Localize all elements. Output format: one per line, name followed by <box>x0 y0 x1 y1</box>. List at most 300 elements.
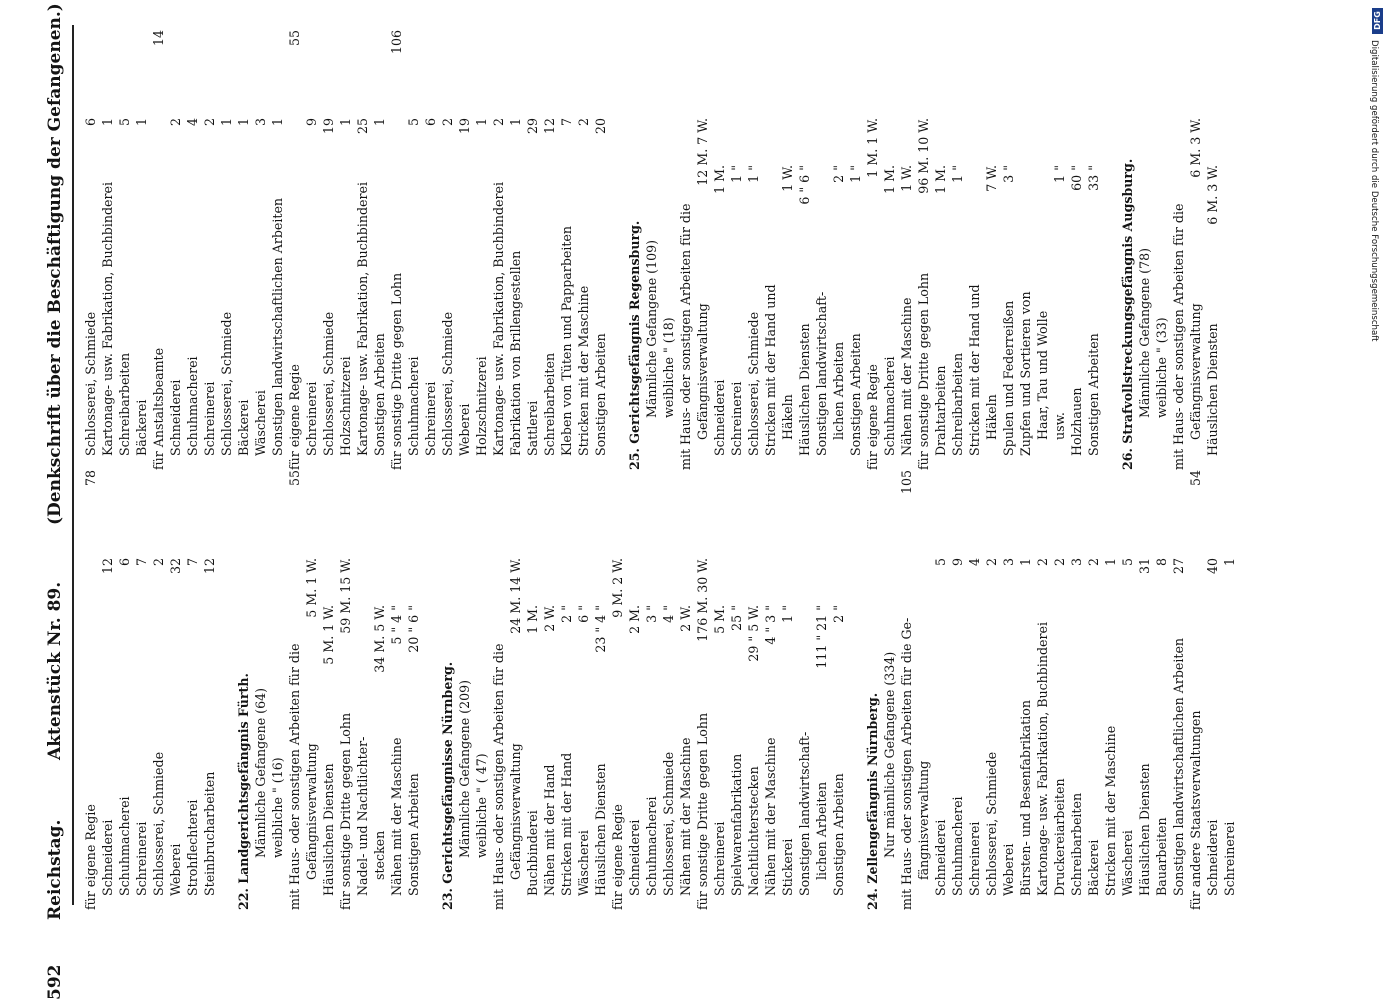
entry-label: Schneiderei <box>627 819 642 896</box>
table-row <box>252 470 269 910</box>
entry-value: 2 " <box>831 165 846 183</box>
entry-label: Schreibarbeiten <box>1069 792 1084 896</box>
entry-value: 19 <box>321 118 336 135</box>
table-row <box>201 470 218 910</box>
entry-label: Stricken mit der Hand und <box>763 284 778 456</box>
entry-value: 60 " <box>1069 165 1084 191</box>
entry-value: 19 <box>457 118 472 135</box>
table-row <box>1000 30 1017 470</box>
table-row <box>439 470 456 910</box>
entry-label: Sonstigen Arbeiten <box>593 333 608 456</box>
entry-label: Sonstigen landwirtschaftlichen Arbeiten <box>1171 637 1186 896</box>
table-row <box>1034 30 1051 470</box>
entry-value: 1 M. <box>933 165 948 194</box>
entry-label: Sonstigen Arbeiten <box>1086 333 1101 456</box>
entry-value: 5 M. <box>712 605 727 634</box>
entry-label: Schneiderei <box>168 379 183 456</box>
table-row <box>473 470 490 910</box>
table-row <box>830 30 847 470</box>
table-row <box>303 470 320 910</box>
table-row <box>201 30 218 470</box>
entry-label: 24. Zellengefängnis Nürnberg. <box>865 692 880 910</box>
entry-label: mit Haus- oder sonstigen Arbeiten für die Ge- <box>899 617 914 910</box>
entry-value: 1 W. <box>899 165 914 192</box>
entry-label: 26. Strafvollstreckungsgefängnis Augsburg. <box>1120 158 1135 470</box>
table-row <box>235 470 252 910</box>
table-row <box>694 30 711 470</box>
table-row <box>422 470 439 910</box>
entry-label: für sonstige Dritte gegen Lohn <box>916 272 931 470</box>
entry-label: Schneiderei <box>933 819 948 896</box>
entry-value: 55 <box>287 470 302 487</box>
entry-value: 3 " <box>1001 165 1016 183</box>
table-row <box>150 30 167 470</box>
entry-label: Schneiderei <box>1205 819 1220 896</box>
table-row <box>167 30 184 470</box>
entry-label: Fabrikation von Brillengestellen <box>508 250 523 456</box>
entry-value: 7 <box>185 558 200 567</box>
entry-label: Nähen mit der Maschine <box>678 737 693 896</box>
entry-label: Bürsten- und Besenfabrikation <box>1018 700 1033 896</box>
entry-value: 2 " <box>831 605 846 623</box>
table-row <box>779 30 796 470</box>
table-row <box>1204 470 1221 910</box>
table-row <box>881 470 898 910</box>
entry-value: 6 <box>423 118 438 127</box>
table-row <box>99 30 116 470</box>
entry-label: Schreinerei <box>202 381 217 456</box>
entry-label: Schlosserei, Schmiede <box>83 311 98 456</box>
entry-label: für eigene Regie <box>83 804 98 910</box>
entry-label: für eigene Regie <box>865 364 880 470</box>
entry-value: 1 <box>474 118 489 127</box>
table-row <box>1119 470 1136 910</box>
entry-value: 9 M. 2 W. <box>610 558 625 618</box>
entry-label: Schuhmacherei <box>950 796 965 896</box>
entry-label: fängnisverwaltung <box>916 760 931 880</box>
entry-label: Bäckerei <box>134 399 149 456</box>
entry-label: Nähen mit der Maschine <box>389 737 404 896</box>
table-row <box>609 470 626 910</box>
entry-label: Schlosserei, Schmiede <box>321 311 336 456</box>
entry-label: für eigene Regie <box>287 364 302 470</box>
entry-value: 2 <box>1086 558 1101 567</box>
table-row <box>830 470 847 910</box>
entry-label: lichen Arbeiten <box>831 341 846 440</box>
entry-label: Spulen und Federreißen <box>1001 300 1016 456</box>
table-row <box>439 30 456 470</box>
entry-label: Stricken mit der Hand und <box>967 284 982 456</box>
entry-value: 20 <box>593 118 608 135</box>
entry-value: 111 " 21 " <box>814 605 829 669</box>
entry-value: 27 <box>1171 558 1186 575</box>
entry-label: Gefängnisverwaltung <box>508 743 523 880</box>
table-row <box>711 470 728 910</box>
table-row <box>235 30 252 470</box>
table-row <box>99 470 116 910</box>
table-row <box>966 30 983 470</box>
table-row <box>864 470 881 910</box>
entry-value: 2 <box>984 558 999 567</box>
entry-value: 29 " 5 W. <box>746 605 761 662</box>
table-row <box>1034 470 1051 910</box>
entry-label: Schreibarbeiten <box>117 352 132 456</box>
entry-label: Schuhmacherei <box>406 356 421 456</box>
table-row <box>558 470 575 910</box>
entry-value: 3 <box>253 118 268 127</box>
entry-value: 6 M. 3 W. <box>1188 118 1203 178</box>
entry-label: weibliche " (33) <box>1154 317 1169 418</box>
entry-label: Häkeln <box>984 394 999 440</box>
entry-value: 31 <box>1137 558 1152 575</box>
entry-label: Drahtarbeiten <box>933 365 948 456</box>
entry-label: für Anstaltsbeamte <box>151 347 166 470</box>
entry-value: 6 " 6 " <box>797 165 812 205</box>
entry-value: 105 <box>899 470 914 495</box>
table-row <box>269 30 286 470</box>
table-row <box>949 30 966 470</box>
entry-value: 1 " <box>746 165 761 183</box>
entry-label: 22. Landgerichtsgefängnis Fürth. <box>236 673 251 910</box>
table-row <box>422 30 439 470</box>
entry-value: 1 <box>372 118 387 127</box>
entry-label: mit Haus- oder sonstigen Arbeiten für die <box>491 643 506 910</box>
entry-value: 4 " 3 " <box>763 605 778 645</box>
entry-value: 3 <box>1069 558 1084 567</box>
entry-value: 5 <box>933 558 948 567</box>
table-row <box>490 30 507 470</box>
page-number: 592 <box>45 964 65 1000</box>
header-left: Reichstag. <box>45 819 65 920</box>
entry-label: Buchbinderei <box>525 810 540 896</box>
entry-label: Schuhmacherei <box>117 796 132 896</box>
page-header <box>45 0 71 1000</box>
entry-value: 1 <box>236 118 251 127</box>
left-column <box>82 470 1238 910</box>
entry-label: Kleben von Tüten und Papparbeiten <box>559 226 574 456</box>
table-row <box>881 30 898 470</box>
entry-value: 2 <box>576 118 591 127</box>
entry-label: Sonstigen landwirtschaft- <box>814 291 829 456</box>
entry-label: Schneiderei <box>712 379 727 456</box>
table-row <box>524 470 541 910</box>
entry-label: Gefängnisverwaltung <box>695 303 710 440</box>
entry-value: 3 " <box>644 605 659 623</box>
entry-label: Sonstigen Arbeiten <box>831 773 846 896</box>
table-row <box>847 470 864 910</box>
entry-label: lichen Arbeiten <box>814 781 829 880</box>
table-row <box>1051 470 1068 910</box>
entry-label: Sonstigen landwirtschaftlichen Arbeiten <box>270 197 285 456</box>
table-row <box>694 470 711 910</box>
entry-label: Wäscherei <box>1120 830 1135 896</box>
entry-label: stecken <box>372 830 387 880</box>
entry-label: für sonstige Dritte gegen Lohn <box>389 272 404 470</box>
entry-label: für sonstige Dritte gegen Lohn <box>695 712 710 910</box>
entry-value: 106 <box>389 30 404 55</box>
table-row <box>677 30 694 470</box>
entry-value: 1 M. <box>525 605 540 634</box>
table-row <box>541 470 558 910</box>
entry-value: 2 W. <box>678 605 693 632</box>
entry-label: mit Haus- oder sonstigen Arbeiten für die <box>287 643 302 910</box>
entry-value: 5 <box>406 118 421 127</box>
entry-label: Schlosserei, Schmiede <box>440 311 455 456</box>
entry-label: Häuslichen Diensten <box>1137 763 1152 896</box>
table-row <box>82 30 99 470</box>
entry-value: 1 " <box>729 165 744 183</box>
entry-label: für eigene Regie <box>610 804 625 910</box>
table-row <box>575 30 592 470</box>
entry-value: 54 <box>1188 470 1203 487</box>
table-row <box>269 470 286 910</box>
entry-value: 2 <box>440 118 455 127</box>
table-row <box>1000 470 1017 910</box>
table-row <box>371 30 388 470</box>
table-row <box>626 470 643 910</box>
entry-label: Zupfen und Sortieren von <box>1018 291 1033 456</box>
entry-label: 25. Gerichtsgefängnis Regensburg. <box>627 220 642 470</box>
entry-value: 2 <box>491 118 506 127</box>
table-row <box>1170 470 1187 910</box>
entry-value: 29 <box>525 118 540 135</box>
entry-label: Häuslichen Diensten <box>1205 323 1220 456</box>
entry-label: Sonstigen Arbeiten <box>848 333 863 456</box>
entry-label: Strohflechterei <box>185 799 200 896</box>
header-middle: Aktenstück Nr. 89. <box>45 581 65 760</box>
entry-label: Weberei <box>168 843 183 896</box>
entry-label: Männliche Gefangene (109) <box>644 239 659 418</box>
entry-value: 7 W. <box>984 165 999 192</box>
dfg-logo: DFG <box>1372 8 1383 34</box>
entry-label: Stickerei <box>780 838 795 896</box>
entry-label: Nähen mit der Maschine <box>899 297 914 456</box>
table-row <box>813 30 830 470</box>
entry-label: Weberei <box>457 403 472 456</box>
table-row <box>677 470 694 910</box>
table-row <box>762 30 779 470</box>
entry-label: Schreinerei <box>967 821 982 896</box>
entry-value: 59 M. 15 W. <box>338 558 353 634</box>
entry-value: 7 <box>559 118 574 127</box>
entry-label: Steinbrucharbeiten <box>202 771 217 896</box>
table-row <box>1068 470 1085 910</box>
entry-label: Kartonage- usw. Fabrikation, Buchbinderei <box>1035 621 1050 896</box>
entry-label: für andere Staatsverwaltungen <box>1188 710 1203 910</box>
entry-value: 78 <box>83 470 98 487</box>
entry-label: Haar, Tau und Wolle <box>1035 310 1050 440</box>
table-row <box>218 30 235 470</box>
table-row <box>728 30 745 470</box>
entry-label: Schuhmacherei <box>644 796 659 896</box>
entry-label: Schlosserei, Schmiede <box>746 311 761 456</box>
table-row <box>898 30 915 470</box>
entry-value: 34 M. 5 W. <box>372 605 387 673</box>
table-row <box>337 30 354 470</box>
table-row <box>456 470 473 910</box>
entry-label: Wäscherei <box>253 390 268 456</box>
entry-label: Kartonage- usw. Fabrikation, Buchbinderei <box>100 181 115 456</box>
entry-value: 1 " <box>848 165 863 183</box>
entry-label: Schlosserei, Schmiede <box>984 751 999 896</box>
table-row <box>915 30 932 470</box>
entry-label: Gefängnisverwaltung <box>1188 303 1203 440</box>
table-row <box>558 30 575 470</box>
entry-value: 1 <box>270 118 285 127</box>
table-row <box>932 470 949 910</box>
table-row <box>813 470 830 910</box>
table-row <box>507 470 524 910</box>
entry-label: mit Haus- oder sonstigen Arbeiten für die <box>678 203 693 470</box>
entry-label: Häuslichen Diensten <box>321 763 336 896</box>
table-row <box>133 30 150 470</box>
entry-label: Schuhmacherei <box>882 356 897 456</box>
header-right: (Denkschrift über die Beschäftigung der Gefangenen.) <box>45 3 65 525</box>
table-row <box>643 30 660 470</box>
entry-label: Weberei <box>1001 843 1016 896</box>
entry-value: 1 " <box>950 165 965 183</box>
entry-label: Männliche Gefangene (78) <box>1137 247 1152 418</box>
table-row <box>286 470 303 910</box>
table-row <box>371 470 388 910</box>
table-row <box>1221 470 1238 910</box>
entry-label: Schreinerei <box>712 821 727 896</box>
entry-value: 6 <box>83 118 98 127</box>
entry-value: 2 <box>168 118 183 127</box>
table-row <box>184 470 201 910</box>
entry-label: Bäckerei <box>1086 839 1101 896</box>
table-row <box>1017 470 1034 910</box>
entry-value: 24 M. 14 W. <box>508 558 523 634</box>
entry-value: 6 " <box>576 605 591 623</box>
entry-label: Wäscherei <box>576 830 591 896</box>
table-row <box>643 470 660 910</box>
entry-value: 2 <box>1052 558 1067 567</box>
entry-value: 14 <box>151 30 166 47</box>
right-column <box>82 30 1221 470</box>
entry-label: Schreinerei <box>729 381 744 456</box>
entry-value: 9 <box>950 558 965 567</box>
table-row <box>252 30 269 470</box>
entry-label: Häuslichen Diensten <box>593 763 608 896</box>
table-row <box>966 470 983 910</box>
table-row <box>1136 30 1153 470</box>
entry-label: weibliche " (18) <box>661 317 676 418</box>
table-row <box>1068 30 1085 470</box>
table-row <box>490 470 507 910</box>
entry-label: Häuslichen Diensten <box>797 323 812 456</box>
table-row <box>1102 30 1119 470</box>
entry-label: Druckereiarbeiten <box>1052 778 1067 896</box>
table-row <box>779 470 796 910</box>
table-row <box>82 470 99 910</box>
entry-label: Nur männliche Gefangene (334) <box>882 651 897 858</box>
funding-credit: Digitalisierung gefördert durch die Deutsche Forschungsgemeinschaft <box>1369 40 1379 342</box>
entry-value: 1 <box>100 118 115 127</box>
table-row <box>728 470 745 910</box>
table-row <box>796 470 813 910</box>
entry-label: Häkeln <box>780 394 795 440</box>
entry-value: 6 <box>117 558 132 567</box>
entry-value: 9 <box>304 118 319 127</box>
header-rule <box>72 25 74 905</box>
entry-value: 176 M. 30 W. <box>695 558 710 642</box>
table-row <box>1085 30 1102 470</box>
table-row <box>898 470 915 910</box>
table-row <box>1017 30 1034 470</box>
entry-label: Holzschnitzerei <box>474 356 489 456</box>
table-row <box>660 30 677 470</box>
table-row <box>320 30 337 470</box>
entry-value: 1 M. <box>712 165 727 194</box>
entry-value: 33 " <box>1086 165 1101 191</box>
entry-label: Stricken mit der Maschine <box>1103 725 1118 896</box>
entry-label: Schreibarbeiten <box>950 352 965 456</box>
entry-value: 1 " <box>1052 165 1067 183</box>
entry-label: Schuhmacherei <box>185 356 200 456</box>
table-row <box>218 470 235 910</box>
table-row <box>796 30 813 470</box>
entry-label: Stricken mit der Hand <box>559 752 574 896</box>
entry-value: 1 " <box>780 605 795 623</box>
entry-label: 23. Gerichtsgefängnisse Nürnberg. <box>440 661 455 910</box>
table-row <box>745 30 762 470</box>
entry-label: Schlosserei, Schmiede <box>219 311 234 456</box>
table-row <box>915 470 932 910</box>
entry-value: 2 <box>151 558 166 567</box>
table-row <box>762 470 779 910</box>
entry-value: 1 M. 1 W. <box>865 118 880 178</box>
entry-value: 23 " 4 " <box>593 605 608 653</box>
entry-value: 96 M. 10 W. <box>916 118 931 194</box>
entry-label: Sonstigen landwirtschaft- <box>797 731 812 896</box>
entry-label: Schlosserei, Schmiede <box>661 751 676 896</box>
entry-label: Holzhauen <box>1069 387 1084 456</box>
entry-value: 1 <box>338 118 353 127</box>
table-row <box>609 30 626 470</box>
entry-label: Schneiderei <box>100 819 115 896</box>
table-row <box>864 30 881 470</box>
table-row <box>983 470 1000 910</box>
entry-label: Schreinerei <box>423 381 438 456</box>
entry-value: 7 <box>134 558 149 567</box>
table-row <box>660 470 677 910</box>
entry-value: 1 <box>1018 558 1033 567</box>
entry-label: Kartonage- usw. Fabrikation, Buchbinderei <box>491 181 506 456</box>
entry-value: 12 <box>542 118 557 135</box>
entry-label: weibliche " ( 47) <box>474 753 489 858</box>
table-row <box>1187 470 1204 910</box>
entry-label: Sattlerei <box>525 400 540 456</box>
entry-label: Bäckerei <box>236 399 251 456</box>
entry-value: 55 <box>287 30 302 47</box>
table-row <box>388 30 405 470</box>
table-row <box>1187 30 1204 470</box>
table-row <box>116 470 133 910</box>
entry-label: Kartonage- usw. Fabrikation, Buchbinderei <box>355 181 370 456</box>
table-row <box>286 30 303 470</box>
table-row <box>1119 30 1136 470</box>
entry-label: Nähen mit der Maschine <box>763 737 778 896</box>
table-row <box>405 470 422 910</box>
entry-value: 4 " <box>661 605 676 623</box>
table-row <box>354 30 371 470</box>
entry-value: 4 <box>967 558 982 567</box>
table-row <box>932 30 949 470</box>
entry-label: Nachtlichterstecken <box>746 766 761 896</box>
entry-value: 1 <box>134 118 149 127</box>
entry-label: Schreibarbeiten <box>542 352 557 456</box>
